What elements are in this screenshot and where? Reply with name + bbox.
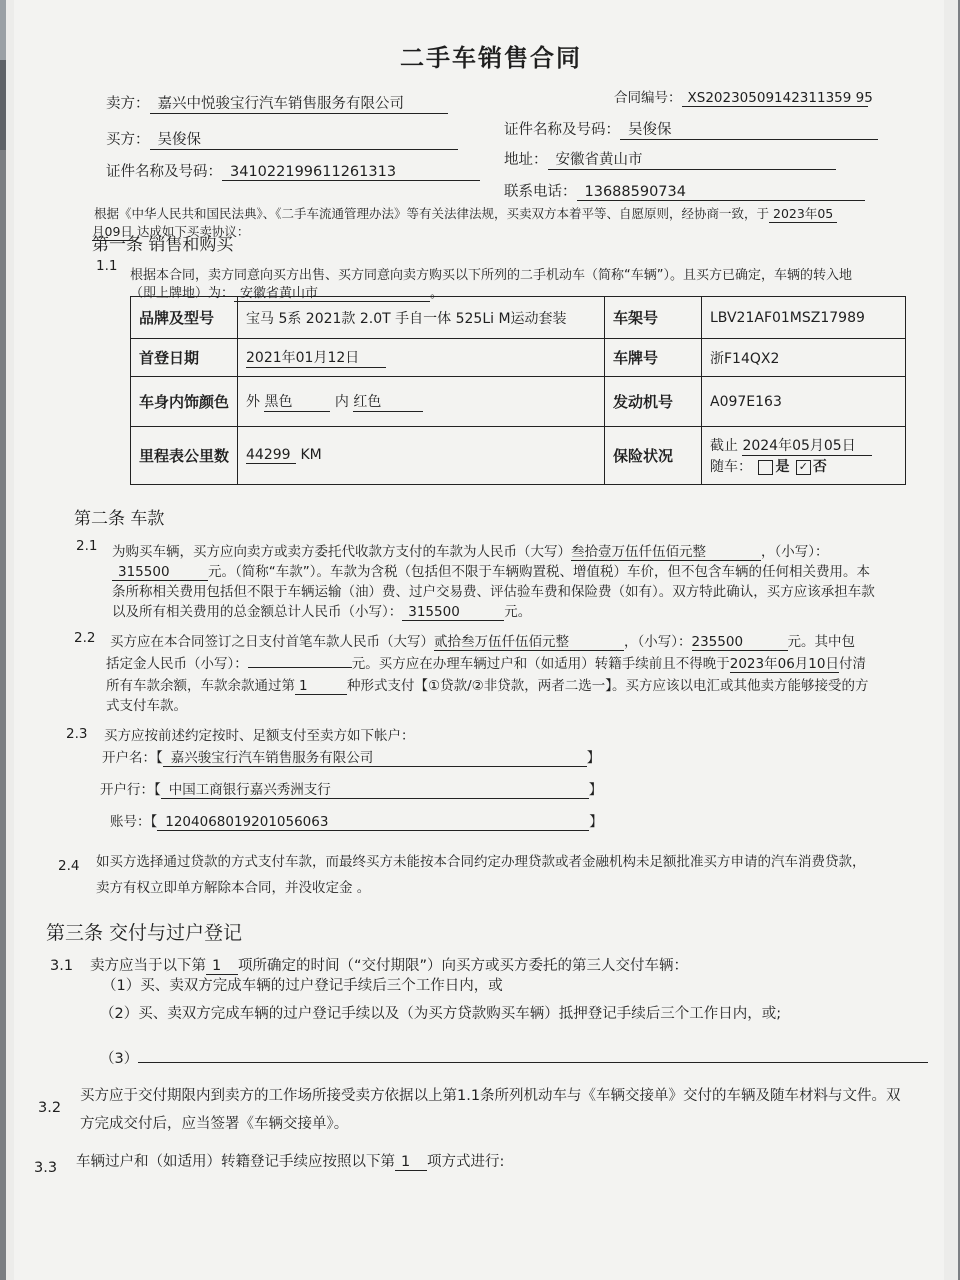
down-payment-upper: 贰拾叁万伍仟伍佰元整	[434, 630, 624, 651]
seller-id-value: 341022199611261313	[222, 164, 480, 181]
seller-label: 卖方：	[106, 96, 150, 112]
mileage-unit: KM	[300, 447, 322, 463]
clause-3-1-option2: （2）买、卖双方完成车辆的过户登记手续以及（为买方贷款购买车辆）抵押登记手续后三个工作日内，或;	[100, 1006, 782, 1022]
exterior-color: 黑色	[264, 391, 330, 412]
clause-2-2-line2	[106, 652, 866, 673]
account-name-row	[102, 746, 600, 767]
seller-value: 嘉兴中悦骏宝行汽车销售服务有限公司	[150, 92, 448, 114]
clause-2-1-line4	[112, 600, 531, 621]
bank-label: 开户行：【	[100, 782, 161, 798]
phone-row	[504, 180, 865, 201]
clause-3-2-num: 3.2	[38, 1100, 62, 1116]
clause-2-4-line1: 如买方选择通过贷款的方式支付车款，而最终买方未能按本合同约定办理贷款或者金融机构未足额批准买方申请的汽车消费贷款，	[96, 854, 866, 870]
vehicle-row-2	[131, 339, 906, 377]
article3-heading: 第三条 交付与过户登记	[46, 922, 243, 944]
deposit-blank[interactable]	[248, 653, 352, 668]
insurance-label: 保险状况	[605, 427, 702, 485]
clause-3-3-line1	[76, 1150, 504, 1171]
clause-2-1-text-a: 为购买车辆，买方应向卖方或卖方委托代收款方支付的车款为人民币（大写）	[112, 544, 571, 560]
preamble-text-2: 达成如下买卖协议：	[136, 224, 250, 239]
clause-2-2-text-f: 付清	[838, 656, 866, 672]
vin-label: 车架号	[605, 297, 702, 339]
account-no-bracket: 】	[589, 814, 603, 830]
seller-row	[106, 92, 448, 114]
total-amount: 315500	[402, 604, 504, 621]
contract-no-value: XS20230509142311359 95	[682, 90, 868, 107]
price-upper: 叁拾壹万伍仟伍佰元整	[571, 540, 761, 561]
engine-label: 发动机号	[605, 377, 702, 427]
address-label: 地址：	[504, 152, 548, 168]
contract-no-row	[614, 86, 873, 107]
clause-1-1-prefix: （即上牌地）为：	[130, 286, 235, 301]
clause-2-2-num: 2.2	[74, 630, 96, 646]
vin-value: LBV21AF01MSZ17989	[702, 297, 906, 339]
clause-2-1-line2	[112, 560, 870, 581]
clause-2-2-text-g: 所有车款余额，车款余款通过第	[106, 678, 295, 694]
contract-page	[14, 0, 944, 1280]
clause-3-1-text-b: 项所确定的时间（“交付期限”）向买方或买方委托的第三人交付车辆：	[238, 958, 689, 974]
seller-id-label: 证件名称及号码：	[106, 164, 222, 180]
reg-date-label: 首登日期	[131, 339, 238, 377]
vehicle-row-4	[131, 427, 906, 485]
engine-value: A097E163	[702, 377, 906, 427]
clause-2-2-text-h: 种形式支付【①贷款/②非贷款，两者二选一】。买方应该以电汇或其他卖方能够接受的方	[347, 678, 869, 694]
account-name-bracket: 】	[586, 750, 601, 766]
vehicle-row-3	[131, 377, 906, 427]
insurance-date: 2024年05月05日	[742, 435, 872, 456]
mileage-label: 里程表公里数	[131, 427, 238, 485]
buyer-id-label: 证件名称及号码：	[504, 122, 620, 138]
buyer-label: 买方：	[106, 132, 150, 148]
buyer-row	[106, 128, 458, 150]
contract-no-label: 合同编号：	[614, 90, 682, 106]
reg-date-value: 2021年01月12日	[246, 347, 386, 368]
clause-3-2-line1: 买方应于交付期限内到卖方的工作场所接受卖方依据以上第1.1条所列机动车与《车辆交接单》交付的车辆及随车材料与文件。双	[80, 1088, 901, 1104]
transfer-method-item: 1	[395, 1154, 427, 1171]
bank-row	[100, 778, 602, 799]
preamble-text: 根据《中华人民共和国民法典》、《二手车流通管理办法》等有关法律法规，买卖双方本着平等、自愿原则，经协商一致，于	[94, 206, 770, 221]
clause-2-1-text-b: ，（小写）：	[761, 544, 829, 560]
address-value: 安徽省黄山市	[548, 148, 836, 170]
option3-label: （3）	[100, 1051, 139, 1067]
insurance-follow-row	[710, 456, 897, 476]
plate-value: 浙F14QX2	[702, 339, 906, 377]
clause-2-3-num: 2.3	[66, 726, 88, 742]
clause-2-1-text-e: 元。	[504, 604, 532, 620]
page-title: 二手车销售合同	[400, 44, 582, 72]
color-cell	[238, 377, 605, 427]
yes-label: 是	[775, 459, 790, 475]
preamble-line1	[94, 204, 837, 223]
clause-3-2-line2: 方完成交付后，应当签署《车辆交接单》。	[80, 1116, 349, 1132]
account-name-label: 开户名：【	[102, 750, 163, 766]
clause-2-4-num: 2.4	[58, 858, 80, 874]
clause-2-4-line2: 卖方有权立即单方解除本合同，并没收定金 。	[96, 880, 371, 896]
clause-3-1-option3	[100, 1046, 928, 1068]
clause-2-2-line1	[110, 630, 855, 651]
clause-2-2-line4: 式支付车款。	[106, 698, 187, 714]
clause-2-2-text-b: ，（小写）：	[624, 634, 692, 650]
clause-3-3-num: 3.3	[34, 1160, 58, 1176]
brand-value: 宝马 5系 2021款 2.0T 手自一体 525Li M运动套装	[238, 297, 605, 339]
interior-prefix: 内	[334, 394, 349, 410]
balance-due-date: 2023年06月10日	[730, 652, 839, 673]
clause-2-2-line3	[106, 674, 869, 695]
no-checkbox-checked[interactable]: ✓	[796, 460, 811, 475]
clause-2-3-line1: 买方应按前述约定按时、足额支付至卖方如下帐户：	[104, 728, 415, 744]
address-row	[504, 148, 836, 170]
delivery-item: 1	[206, 958, 238, 975]
mileage-cell	[238, 427, 605, 485]
phone-label: 联系电话：	[504, 184, 577, 200]
vehicle-table	[130, 296, 906, 485]
clause-1-1-line1: 根据本合同，卖方同意向买方出售、买方同意向卖方购买以下所列的二手机动车（简称“车辆”）。且买方已确定，车辆的转入地	[130, 268, 852, 283]
buyer-id-row	[504, 118, 878, 140]
phone-value: 13688590734	[577, 184, 865, 201]
color-label: 车身内饰颜色	[131, 377, 238, 427]
exterior-prefix: 外	[246, 394, 260, 410]
clause-2-1-line1	[112, 540, 829, 561]
insurance-cell	[702, 427, 906, 485]
agreement-date-part1: 2023年05	[769, 204, 837, 223]
brand-label: 品牌及型号	[131, 297, 238, 339]
insurance-date-row	[710, 435, 897, 456]
clause-2-1-text-c: 元。（简称“车款”）。车款为含税（包括但不限于车辆购置税、增值税）车价，但不包含车辆的任何相关费用。本	[208, 564, 870, 580]
account-name-value: 嘉兴骏宝行汽车销售服务有限公司	[163, 746, 587, 767]
bank-bracket: 】	[588, 782, 603, 798]
transfer-city: 安徽省黄山市	[234, 282, 430, 302]
account-no-label: 账号：【	[110, 814, 158, 830]
buyer-value: 吴俊保	[150, 128, 458, 150]
yes-checkbox[interactable]	[758, 460, 773, 475]
account-no-row	[110, 810, 603, 831]
clause-2-2-text-e: 元。买方应在办理车辆过户和（如适用）转籍手续前且不得晚于	[351, 656, 730, 672]
payment-mode: 1	[295, 678, 347, 695]
clause-3-3-text-b: 项方式进行:	[427, 1154, 505, 1170]
clause-1-1-num: 1.1	[96, 258, 118, 274]
clause-2-1-line3: 条所称相关费用包括但不限于车辆运输（油）费、过户交易费、评估验车费和保险费（如有）。双方特此确认，买方应该承担车款	[112, 584, 875, 600]
clause-3-1-option1: （1）买、卖双方完成车辆的过户登记手续后三个工作日内，或	[102, 978, 503, 994]
mileage-value: 44299	[246, 447, 296, 464]
clause-2-2-text-c: 元。其中包	[787, 634, 855, 650]
insurance-prefix: 截止	[710, 438, 738, 454]
price-lower: 315500	[112, 564, 208, 581]
clause-3-1-line1	[90, 954, 688, 975]
no-label: 否	[812, 459, 827, 475]
clause-2-2-text-a: 买方应在本合同签订之日支付首笔车款人民币（大写）	[110, 634, 434, 650]
seller-id-row	[106, 160, 480, 181]
follow-label: 随车：	[710, 459, 752, 475]
clause-2-1-text-d: 以及所有相关费用的总金额总计人民币（小写）：	[112, 604, 403, 620]
clause-3-1-num: 3.1	[50, 958, 74, 974]
interior-color: 红色	[353, 391, 423, 412]
down-payment-lower: 235500	[692, 634, 788, 651]
vehicle-row-1	[131, 297, 906, 339]
clause-2-1-num: 2.1	[76, 538, 98, 554]
plate-label: 车牌号	[605, 339, 702, 377]
account-no-value: 1204068019201056063	[157, 814, 589, 831]
reg-date-cell	[238, 339, 605, 377]
bank-value: 中国工商银行嘉兴秀洲支行	[161, 778, 589, 799]
article1-heading: 第一条 销售和购买	[92, 235, 234, 255]
clause-3-1-text-a: 卖方应当于以下第	[90, 958, 206, 974]
buyer-id-value: 吴俊保	[620, 118, 878, 140]
clause-2-2-text-d: 括定金人民币（小写）：	[106, 656, 248, 672]
clause-3-3-text-a: 车辆过户和（如适用）转籍登记手续应按照以下第	[76, 1154, 395, 1170]
option3-blank[interactable]	[138, 1046, 928, 1063]
article2-heading: 第二条 车款	[74, 509, 165, 529]
agreement-date-part2: 月09日	[92, 224, 133, 239]
clause-1-1-suffix: 。	[430, 286, 444, 301]
